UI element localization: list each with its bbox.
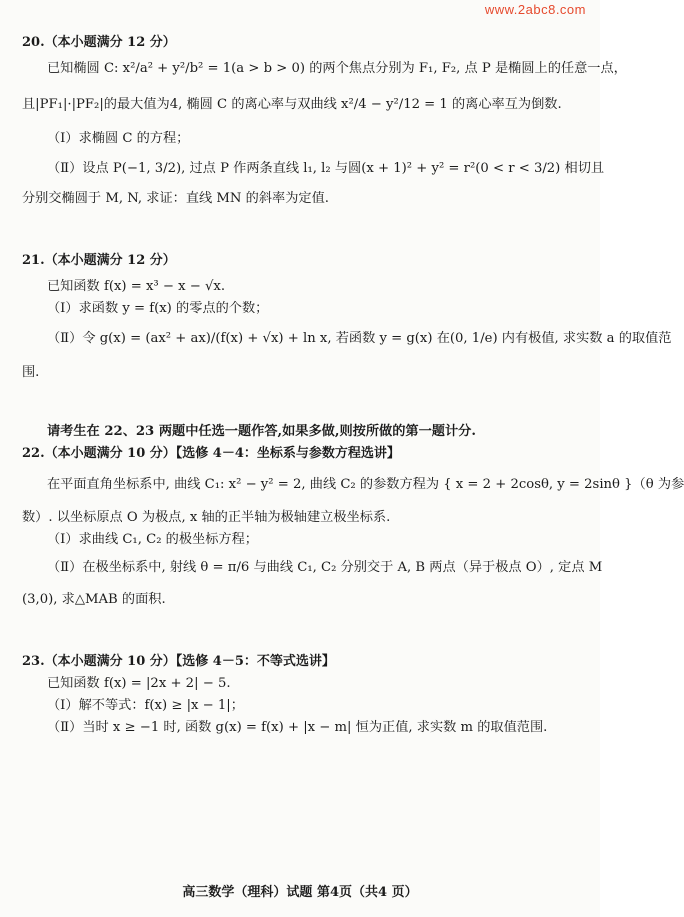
question-23-part-2: （Ⅱ）当时 x ≥ −1 时, 函数 g(x) = f(x) + |x − m| 恒为正值, 求实数 m 的取值范围. <box>47 720 548 735</box>
question-22-heading: 22.（本小题满分 10 分）【选修 4－4：坐标系与参数方程选讲】 <box>22 446 400 461</box>
question-22-line-2: 数）. 以坐标原点 O 为极点, x 轴的正半轴为极轴建立极坐标系. <box>22 510 391 525</box>
question-22-line-1: 在平面直角坐标系中, 曲线 C₁: x² − y² = 2, 曲线 C₂ 的参数方程为 { x = 2 + 2cosθ, y = 2sinθ }（θ 为参 <box>47 477 684 492</box>
question-23-heading: 23.（本小题满分 10 分）【选修 4－5：不等式选讲】 <box>22 654 335 669</box>
question-22-part-2: （Ⅱ）在极坐标系中, 射线 θ = π/6 与曲线 C₁, C₂ 分别交于 A, B 两点（异于极点 O）, 定点 M <box>47 560 603 575</box>
question-20-part-2: （Ⅱ）设点 P(−1, 3/2), 过点 P 作两条直线 l₁, l₂ 与圆(x + 1)² + y² = r²(0 < r < 3/2) 相切且 <box>47 161 605 176</box>
question-20-line-2: 且|PF₁|·|PF₂|的最大值为4, 椭圆 C 的离心率与双曲线 x²/4 − y²/12 = 1 的离心率互为倒数. <box>22 97 562 112</box>
question-21-heading: 21.（本小题满分 12 分） <box>22 253 176 268</box>
question-22-part-1: （Ⅰ）求曲线 C₁, C₂ 的极坐标方程； <box>47 532 258 547</box>
question-23-line-1: 已知函数 f(x) = |2x + 2| − 5. <box>47 676 231 691</box>
question-20-part-1: （Ⅰ）求椭圆 C 的方程； <box>47 131 190 146</box>
question-21-line-1: 已知函数 f(x) = x³ − x − √x. <box>47 279 226 294</box>
question-20-heading: 20.（本小题满分 12 分） <box>22 35 176 50</box>
elective-notice: 请考生在 22、23 两题中任选一题作答,如果多做,则按所做的第一题计分. <box>47 424 476 439</box>
question-21-part-1: （Ⅰ）求函数 y = f(x) 的零点的个数； <box>47 301 269 316</box>
question-23-part-1: （Ⅰ）解不等式：f(x) ≥ |x − 1|； <box>47 698 244 713</box>
question-20-line-1: 已知椭圆 C: x²/a² + y²/b² = 1(a > b > 0) 的两个焦点分别为 F₁, F₂, 点 P 是椭圆上的任意一点， <box>47 61 627 76</box>
question-21-part-2-cont: 围. <box>22 365 40 380</box>
question-21-part-2: （Ⅱ）令 g(x) = (ax² + ax)/(f(x) + √x) + ln x, 若函数 y = g(x) 在(0, 1/e) 内有极值, 求实数 a 的取值范 <box>47 331 672 346</box>
watermark: www.2abc8.com <box>484 2 586 17</box>
page-footer: 高三数学（理科）试题 第4页（共4 页） <box>182 885 418 900</box>
question-20-part-2-cont: 分别交椭圆于 M, N, 求证：直线 MN 的斜率为定值. <box>22 191 329 206</box>
question-22-part-2-cont: (3,0), 求△MAB 的面积. <box>22 592 166 607</box>
